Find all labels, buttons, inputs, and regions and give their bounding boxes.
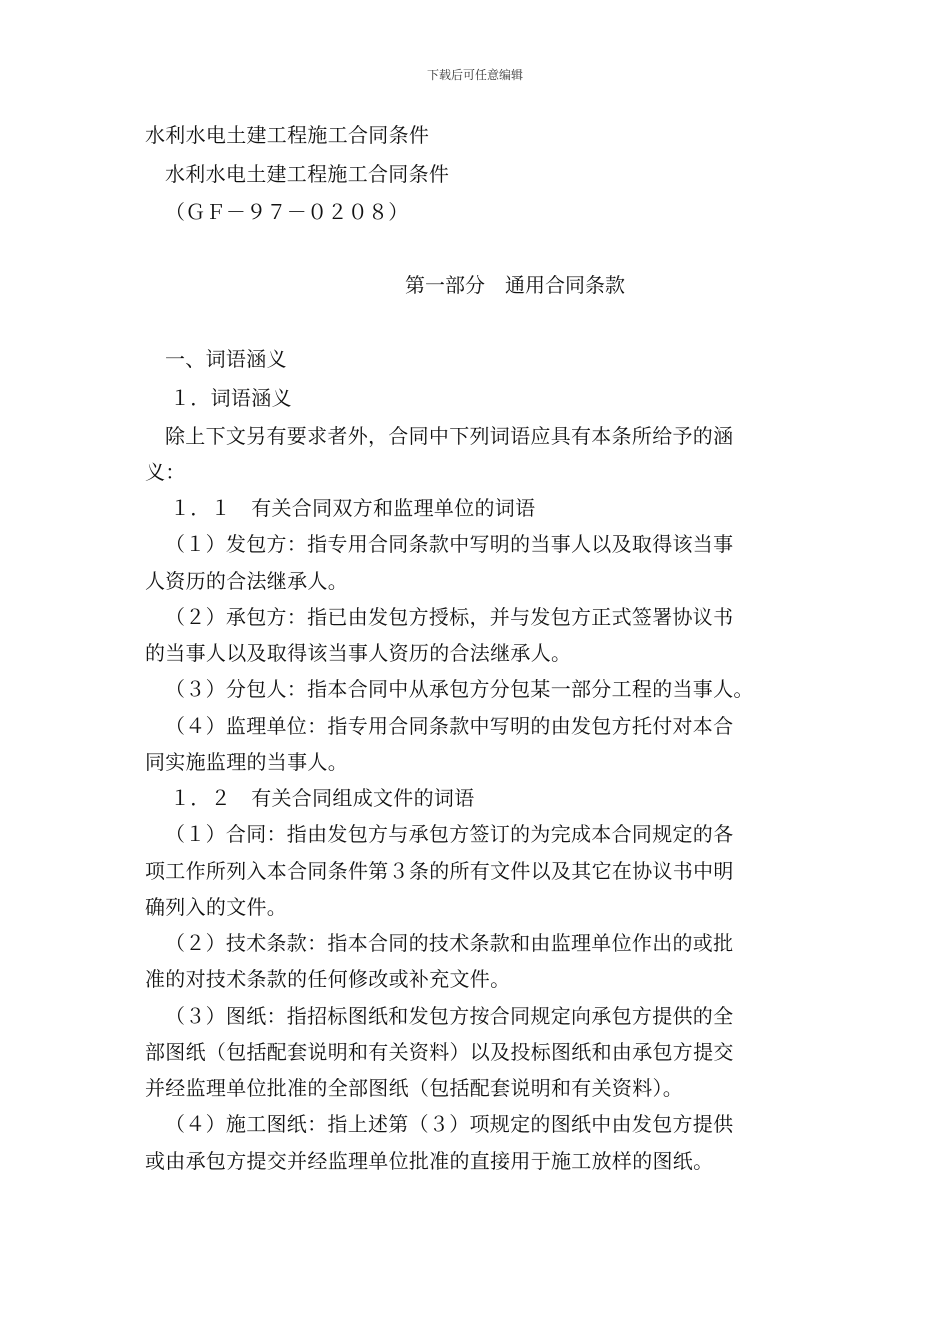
section-heading: 第一部分 通用合同条款 bbox=[405, 273, 625, 297]
paragraph-line: （３）图纸：指招标图纸和发包方按合同规定向承包方提供的全 bbox=[165, 1004, 734, 1028]
subsection-heading: １．２ 有关合同组成文件的词语 bbox=[170, 786, 475, 810]
paragraph-line: 部图纸（包括配套说明和有关资料）以及投标图纸和由承包方提交 bbox=[145, 1040, 734, 1064]
paragraph-line: （２）承包方：指已由发包方授标，并与发包方正式签署协议书 bbox=[165, 605, 734, 629]
paragraph-line: 除上下文另有要求者外，合同中下列词语应具有本条所给予的涵 bbox=[165, 424, 734, 448]
paragraph-line: 并经监理单位批准的全部图纸（包括配套说明和有关资料）。 bbox=[145, 1076, 684, 1100]
watermark-text: 下载后可任意编辑 bbox=[426, 68, 523, 82]
paragraph-line: 人资历的合法继承人。 bbox=[145, 569, 348, 593]
paragraph-line: 义： bbox=[145, 460, 186, 484]
paragraph-line: （２）技术条款：指本合同的技术条款和由监理单位作出的或批 bbox=[165, 931, 734, 955]
heading-level2: １．词语涵义 bbox=[170, 386, 292, 410]
document-subtitle: 水利水电土建工程施工合同条件 bbox=[165, 162, 450, 186]
paragraph-line: 准的对技术条款的任何修改或补充文件。 bbox=[145, 967, 511, 991]
paragraph-line: （４）监理单位：指专用合同条款中写明的由发包方托付对本合 bbox=[165, 714, 734, 738]
paragraph-line: 确列入的文件。 bbox=[145, 895, 288, 919]
paragraph-line: （１）合同：指由发包方与承包方签订的为完成本合同规定的各 bbox=[165, 822, 734, 846]
paragraph-line: 的当事人以及取得该当事人资历的合法继承人。 bbox=[145, 641, 572, 665]
paragraph-line: （３）分包人：指本合同中从承包方分包某一部分工程的当事人。 bbox=[165, 677, 754, 701]
paragraph-line: （４）施工图纸：指上述第（３）项规定的图纸中由发包方提供 bbox=[165, 1112, 734, 1136]
paragraph-line: 项工作所列入本合同条件第３条的所有文件以及其它在协议书中明 bbox=[145, 859, 734, 883]
paragraph-line: 或由承包方提交并经监理单位批准的直接用于施工放样的图纸。 bbox=[145, 1149, 714, 1173]
heading-level1: 一、词语涵义 bbox=[165, 347, 287, 371]
subsection-heading: １．１ 有关合同双方和监理单位的词语 bbox=[170, 496, 536, 520]
paragraph-line: （１）发包方：指专用合同条款中写明的当事人以及取得该当事 bbox=[165, 532, 734, 556]
document-code: （ＧＦ－９７－０２０８） bbox=[165, 200, 409, 224]
document-title: 水利水电土建工程施工合同条件 bbox=[145, 123, 430, 147]
paragraph-line: 同实施监理的当事人。 bbox=[145, 750, 348, 774]
